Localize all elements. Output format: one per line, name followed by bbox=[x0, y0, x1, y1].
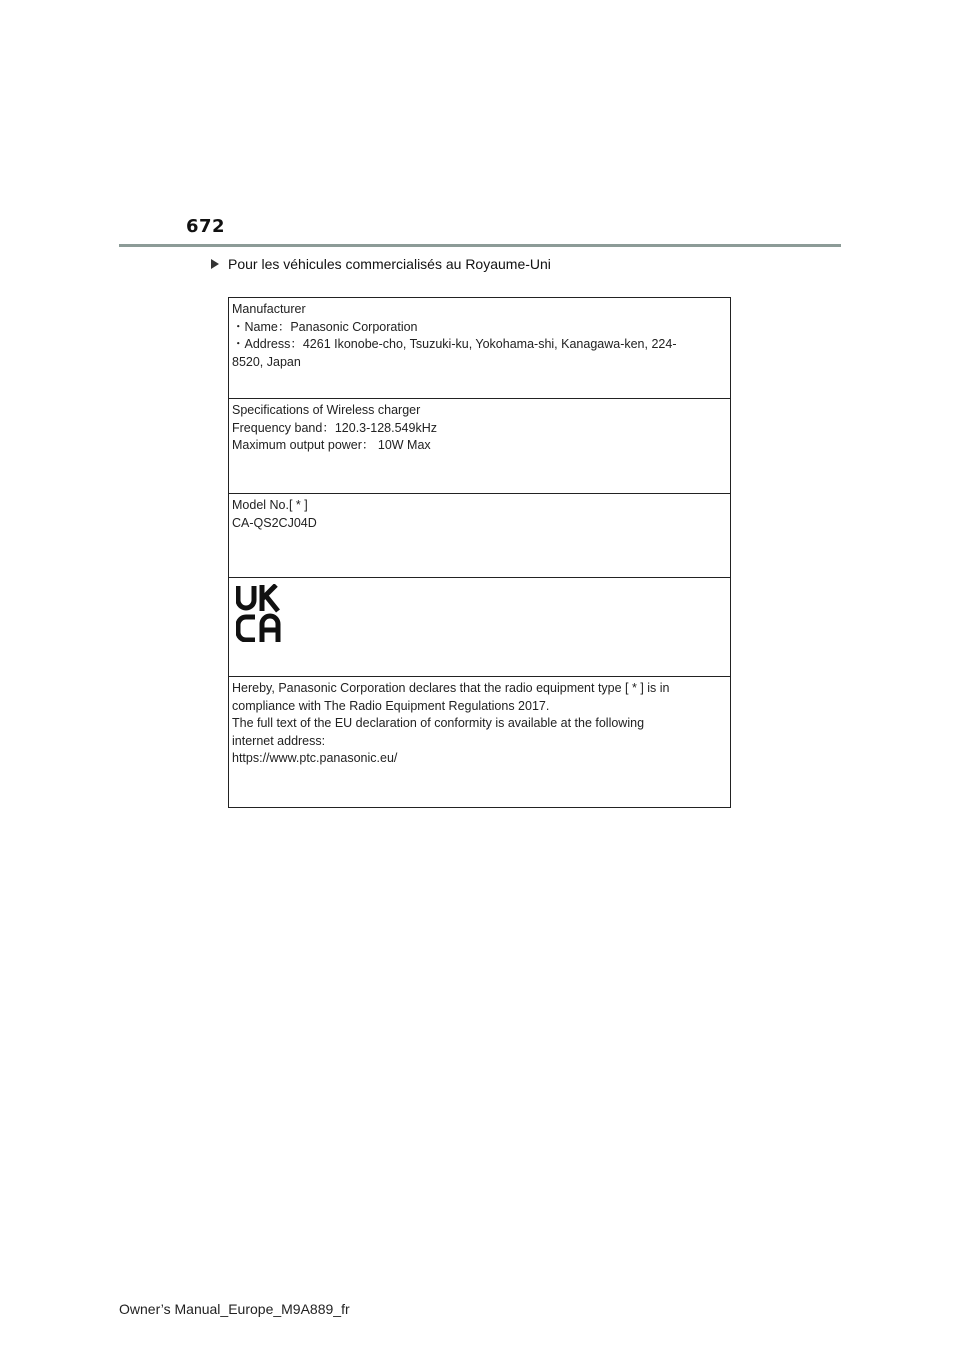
manufacturer-name: ・Name：Panasonic Corporation bbox=[232, 319, 418, 334]
triangle-arrow-icon bbox=[211, 259, 219, 269]
manufacturer-cell bbox=[229, 298, 730, 399]
declaration-url: https://www.ptc.panasonic.eu/ bbox=[232, 751, 398, 765]
declaration-cell bbox=[229, 677, 730, 807]
manufacturer-address: ・Address：4261 Ikonobe-cho, Tsuzuki-ku, Yokohama-shi, Kanagawa-ken, 224- bbox=[232, 337, 677, 351]
ukca-cell bbox=[229, 578, 730, 677]
model-number: CA-QS2CJ04D bbox=[232, 515, 317, 530]
model-cell bbox=[229, 494, 730, 578]
declaration-line: compliance with The Radio Equipment Regulations 2017. bbox=[232, 698, 550, 713]
section-heading bbox=[211, 256, 551, 272]
declaration-line: Hereby, Panasonic Corporation declares that the radio equipment type [ * ] is in bbox=[232, 681, 670, 695]
specifications-cell bbox=[229, 399, 730, 494]
page-number: 672 bbox=[186, 216, 226, 237]
ukca-mark-icon bbox=[236, 584, 294, 642]
declaration-line: internet address: bbox=[232, 733, 326, 748]
model-label: Model No.[ * ] bbox=[232, 498, 308, 512]
header-rule bbox=[119, 244, 841, 247]
declaration-line: The full text of the EU declaration of conformity is available at the following bbox=[232, 716, 645, 730]
declaration-table bbox=[228, 297, 731, 808]
specifications-title: Specifications of Wireless charger bbox=[232, 403, 421, 417]
footer-manual-id: Owner’s Manual_Europe_M9A889_fr bbox=[119, 1301, 350, 1317]
frequency-band: Frequency band：120.3-128.549kHz bbox=[232, 420, 437, 435]
max-output-power: Maximum output power： 10W Max bbox=[232, 438, 431, 452]
manufacturer-label: Manufacturer bbox=[232, 302, 306, 316]
manufacturer-address-cont: 8520, Japan bbox=[232, 354, 301, 369]
section-heading-text: Pour les véhicules commercialisés au Royaume-Uni bbox=[228, 256, 551, 272]
